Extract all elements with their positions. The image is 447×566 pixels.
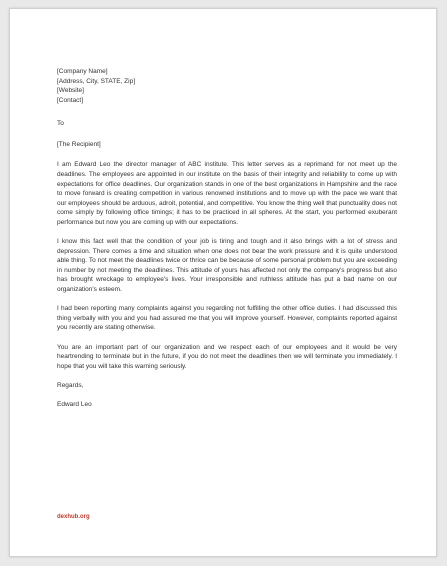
paragraph-4: You are an important part of our organization and we respect each of our employees and it would be very heartrending to terminate but in the future, if you do not meet the deadlines then we will terminate you immediately. I hope that you will take this warning seriously. xyxy=(57,343,397,370)
recipient: [The Recipient] xyxy=(57,141,101,149)
company-address: [Address, City, STATE, Zip] xyxy=(57,77,136,85)
company-website: [Website] xyxy=(57,87,84,95)
to-label: To xyxy=(57,119,64,127)
company-contact: [Contact] xyxy=(57,96,84,104)
paragraph-3: I had been reporting many complaints against you regarding not fulfilling the other office duties. I had discussed this thing verbally with you and you had assured me that you will improve yourself. However, complaints reported against you recently are stating otherwise. xyxy=(57,305,397,332)
company-name: [Company Name] xyxy=(57,68,108,75)
letter-body xyxy=(57,67,397,410)
letter-page xyxy=(9,8,437,557)
paragraph-2: I know this fact well that the condition of your job is tiring and tough and it also brings with a lot of stress and depression. There comes a time and situation when one does not bear the work pressure and it is quite understood able thing. To not meet the deadlines twice or thrice can be because of some personal problem but you are exceeding in number by not meeting the deadlines. This attitude of yours has affected not only the company's progress but also has brought wreckage to employee's lives. Your irresponsible and ruthless attitude has put a bad name on our organization's esteem. xyxy=(57,238,397,294)
watermark-link[interactable]: dexhub.org xyxy=(57,514,90,520)
signature: Edward Leo xyxy=(57,401,92,409)
closing: Regards, xyxy=(57,382,84,389)
paragraph-1: I am Edward Leo the director manager of ABC institute. This letter serves as a reprimand for not meet up the deadlines. The employees are appointed in our institute on the basis of their integrity and reliability to come up with expectations for office deadlines. Our organization stands in one of the best organizations in Hampshire and the race to move forward is creating competition in various renowned institutions and to move up with the pace we want that our employees should be arduous, adroit, potential, and competitive. You know the thing well that punctuality does not come simply by following office timings; it has to be practiced in all spheres. At the start, you performed exuberant performance but now you are coming up with our expectations. xyxy=(57,161,397,226)
